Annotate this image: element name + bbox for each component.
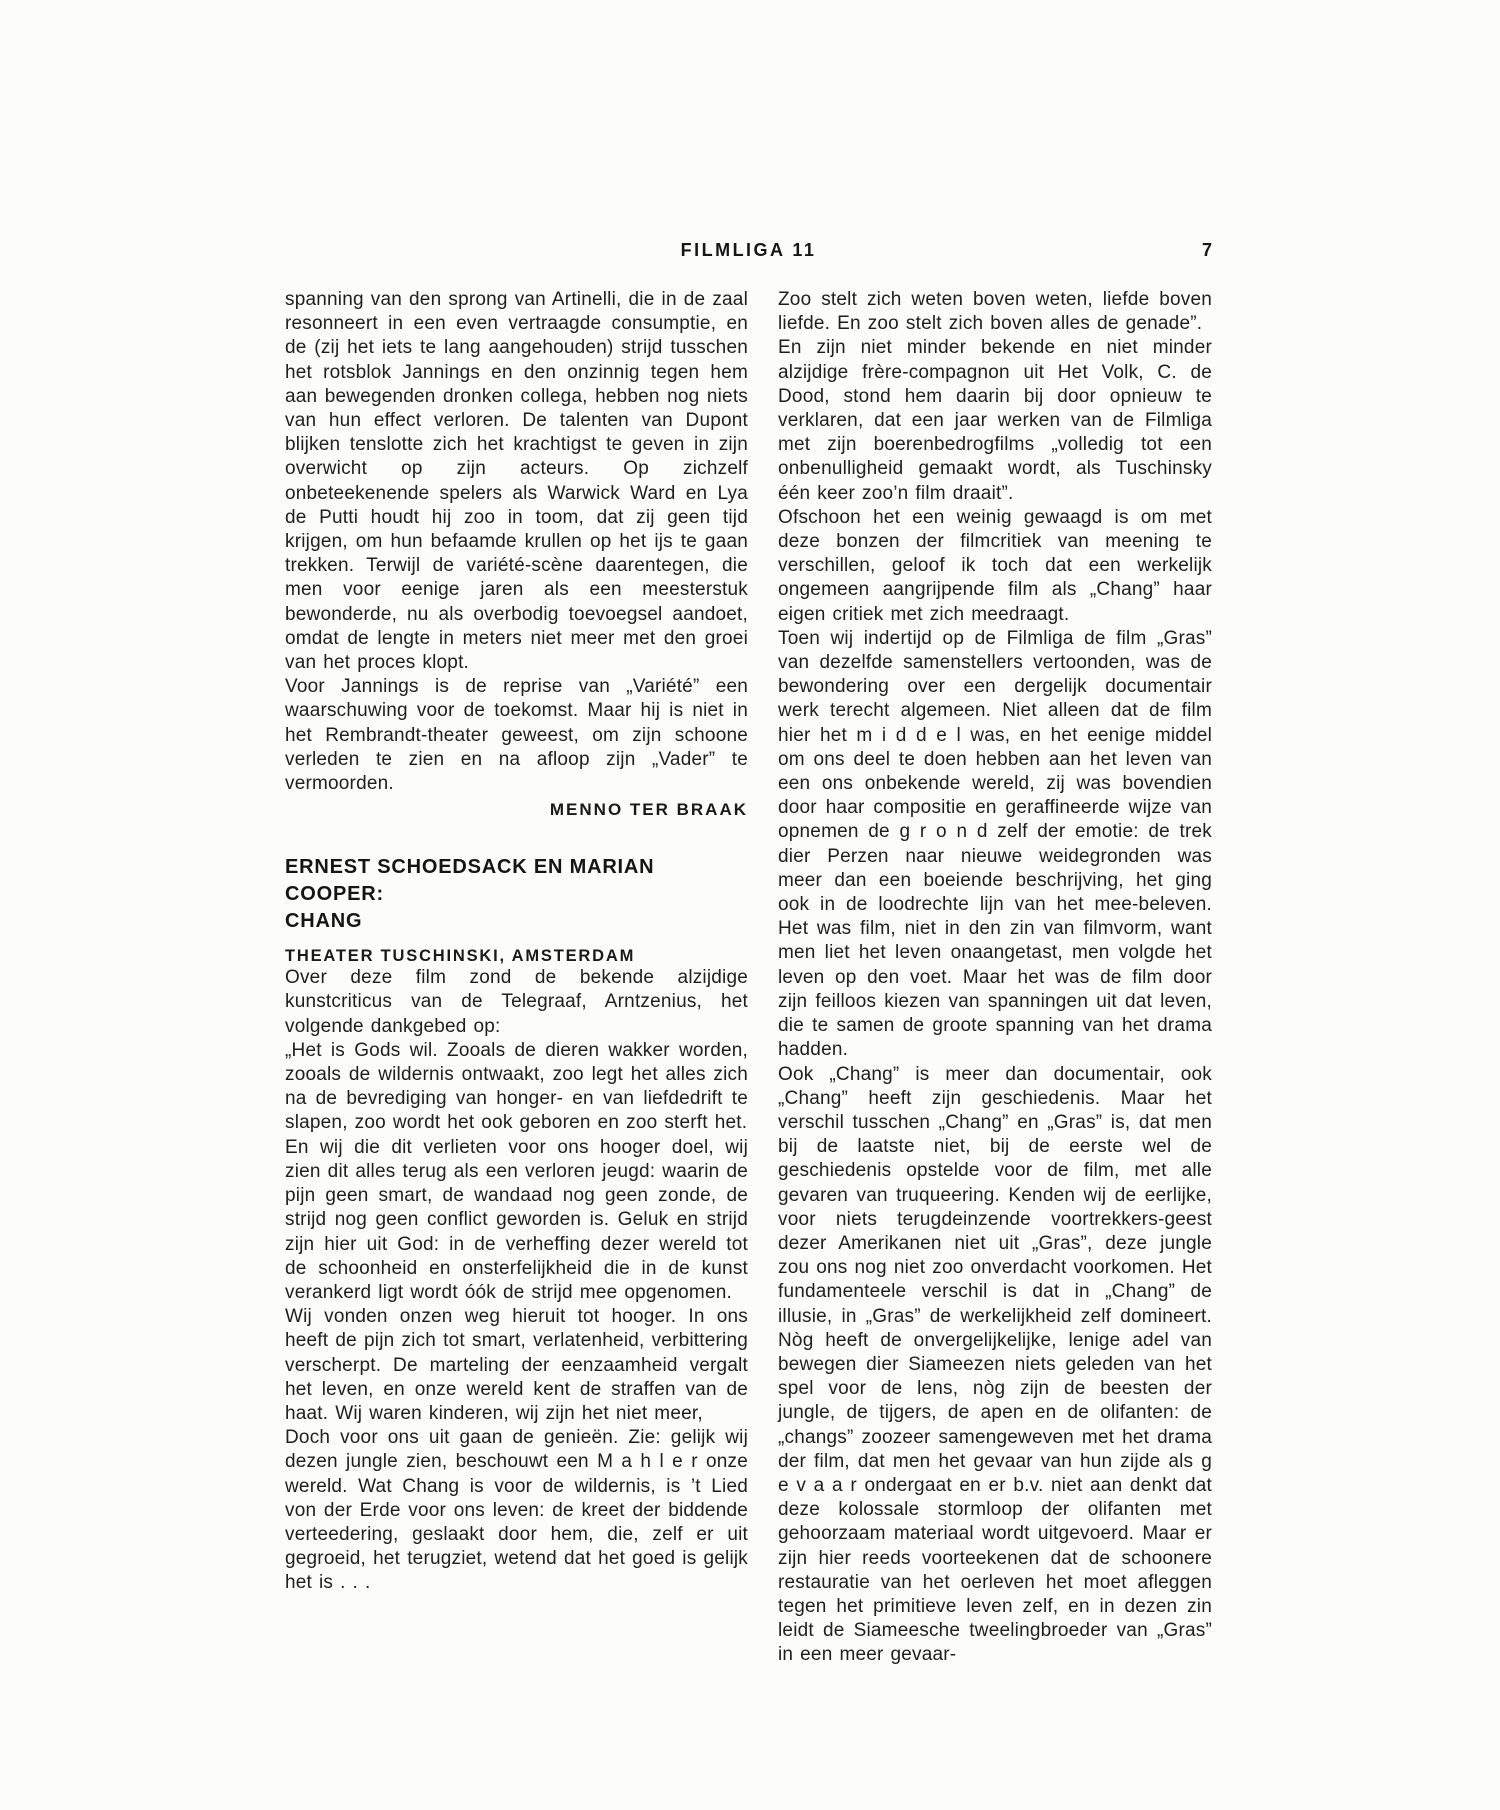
quote-end-paragraph: Zoo stelt zich weten boven weten, liefde boven liefde. En zoo stelt zich boven alles de genade”.	[778, 289, 1212, 335]
left-column	[285, 288, 748, 1668]
page-header	[285, 240, 1212, 266]
variete-review-paragraph: spanning van den sprong van Artinelli, die in de zaal resonneert in een even vertraagde consumptie, en de (zij het iets te lang aangehouden) strijd tusschen het rotsblok Jannings en den onzinnig tegen hem aan bewegenden dronken collega, hebben nog niets van hun effect verloren. De talenten van Dupont blijken tenslotte zich het krachtigst te geven in zijn overwicht op zijn acteurs. Op zichzelf onbeteekenende spelers als Warwick Ward en Lya de Putti houdt hij zoo in toom, dat zij geen tijd krijgen, om hun befaamde krullen op het ijs te gaan trekken. Terwijl de variété-scène daarentegen, die men voor eenige jaren als een meesterstuk bewonderde, nu als overbodig toevoegsel aandoet, omdat de lengte in meters niet meer met den groei van het proces klopt.	[285, 289, 748, 674]
author-signature: MENNO TER BRAAK	[549, 800, 748, 820]
right-column	[778, 288, 1212, 1668]
article-subheading-theater: THEATER TUSCHINSKI, AMSTERDAM	[285, 947, 636, 966]
gras-comparison-paragraph: Toen wij indertijd op de Filmliga de film „Gras” van dezelfde samenstellers vertoonden, was de bewondering over een dergelijk documentair werk terecht algemeen. Niet alleen dat de film hier het m i d d e l was, en het eenige middel om ons deel te doen hebben aan het leven van een ons onbekende wereld, zij was bovendien door haar compositie en geraffineerde wijze van opnemen de g r o n d zelf der emotie: de trek dier Perzen naar nieuwe weidegronden was meer dan een boeiende beschrijving, het ging ook in de loodrechte lijn van het mee-beleven. Het was film, niet in den zin van filmvorm, want men liet het leven onaangetast, men volgde het leven op den voet. Maar het was de film door zijn feilloos kiezen van spanningen uit dat leven, die te samen de groote spanning van het drama hadden.	[778, 627, 1212, 1061]
chang-analysis-paragraph: Ook „Chang” is meer dan documentair, ook „Chang” heeft zijn geschiedenis. Maar het verschil tusschen „Chang” en „Gras” is, dat men bij de laatste niet, bij de eerste wel de geschiedenis opstelde voor de film, met alle gevaren van truqueering. Kenden wij de eerlijke, voor niets terugdeinzende voortrekkers-geest dezer Amerikanen niet uit „Gras”, deze jungle zou ons nog niet zoo onverdacht voorkomen. Het fundamenteele verschil is dat in „Chang” de illusie, in „Gras” de werkelijkheid zelf domineert. Nòg heeft de onvergelijkelijke, lenige adel van bewegen dier Siameezen niets geleden van het spel voor de lens, nòg zijn de beesten der jungle, de tijgers, de apen en de olifanten: de „changs” zoozeer samengeweven met het drama der film, dat men het gevaar van hun zijde als g e v a a r ondergaat en er b.v. niet aan denkt dat deze kolossale stormloop der olifanten met gehoorzaam materiaal wordt uitgevoerd. Maar er zijn hier reeds voorteekenen dat de schoonere restauratie van het oerleven het moet afleggen tegen het primitieve leven zelf, en in dezen zin leidt de Siameesche tweelingbroeder van „Gras” in een meer gevaar-	[778, 1063, 1212, 1666]
two-column-layout	[285, 288, 1212, 1668]
arntzenius-quote-paragraph-4: Doch voor ons uit gaan de genieën. Zie: gelijk wij dezen jungle zien, beschouwt een M a h l e r onze wereld. Wat Chang is voor de wildernis, is ’t Lied von der Erde voor ons leven: de kreet der biddende verteedering, geslaakt door hem, die, zelf er uit gegroeid, het terugziet, wetend dat het goed is gelijk het is . . .	[285, 1427, 748, 1594]
article-heading	[285, 854, 748, 935]
page-number: 7	[1201, 240, 1212, 260]
arntzenius-quote-paragraph-2: En wij die dit verlieten voor ons hooger doel, wij zien dit alles terug als een verloren jeugd: waarin de pijn geen smart, de wandaad nog geen zonde, de strijd nog geen conflict geworden is. Geluk en strijd zijn hier uit God: in de verheffing dezer wereld tot de schoonheid en onsterfelijkheid die in de kunst verankerd ligt wordt óók de strijd mee opgenomen.	[285, 1136, 748, 1303]
ofschoon-paragraph: Ofschoon het een weinig gewaagd is om met deze bonzen der filmcritiek van meening te verschillen, geloof ik toch dat een werkelijk ongemeen aangrijpende film als „Chang” haar eigen critiek met zich meedraagt.	[778, 506, 1212, 625]
page-content	[285, 240, 1212, 1668]
journal-title: FILMLIGA 11	[680, 240, 817, 260]
arntzenius-quote-paragraph-1: „Het is Gods wil. Zooals de dieren wakker worden, zooals de wildernis ontwaakt, zoo legt het alles zich na de bevrediging van honger- en van liefdedrift te slapen, zoo wordt het ook geboren en zoo sterft het.	[285, 1039, 748, 1134]
article-heading-line1: ERNEST SCHOEDSACK EN MARIAN COOPER:	[285, 856, 655, 906]
article-heading-line2: CHANG	[285, 910, 363, 933]
de-dood-paragraph: En zijn niet minder bekende en niet minder alzijdige frère-compagnon uit Het Volk, C. de Dood, stond hem daarin bij door opnieuw te verklaren, dat een jaar werken van de Filmliga met zijn boerenbedrogfilms „volledig tot een onbenulligheid gemaakt wordt, als Tuschinsky één keer zoo’n film draait”.	[778, 337, 1212, 504]
arntzenius-quote-paragraph-3: Wij vonden onzen weg hieruit tot hooger. In ons heeft de pijn zich tot smart, verlatenheid, verbittering verscherpt. De marteling der eenzaamheid vergalt het leven, en onze wereld kent de straffen van de haat. Wij waren kinderen, wij zijn het niet meer,	[285, 1306, 748, 1424]
chang-intro-paragraph: Over deze film zond de bekende alzijdige kunstcriticus van de Telegraaf, Arntzenius, het volgende dankgebed op:	[285, 967, 748, 1037]
variete-review-closing-paragraph: Voor Jannings is de reprise van „Variété” een waarschuwing voor de toekomst. Maar hij is niet in het Rembrandt-theater geweest, om zijn schoone verleden te zien en na afloop zijn „Vader” te vermoorden.	[285, 676, 748, 795]
